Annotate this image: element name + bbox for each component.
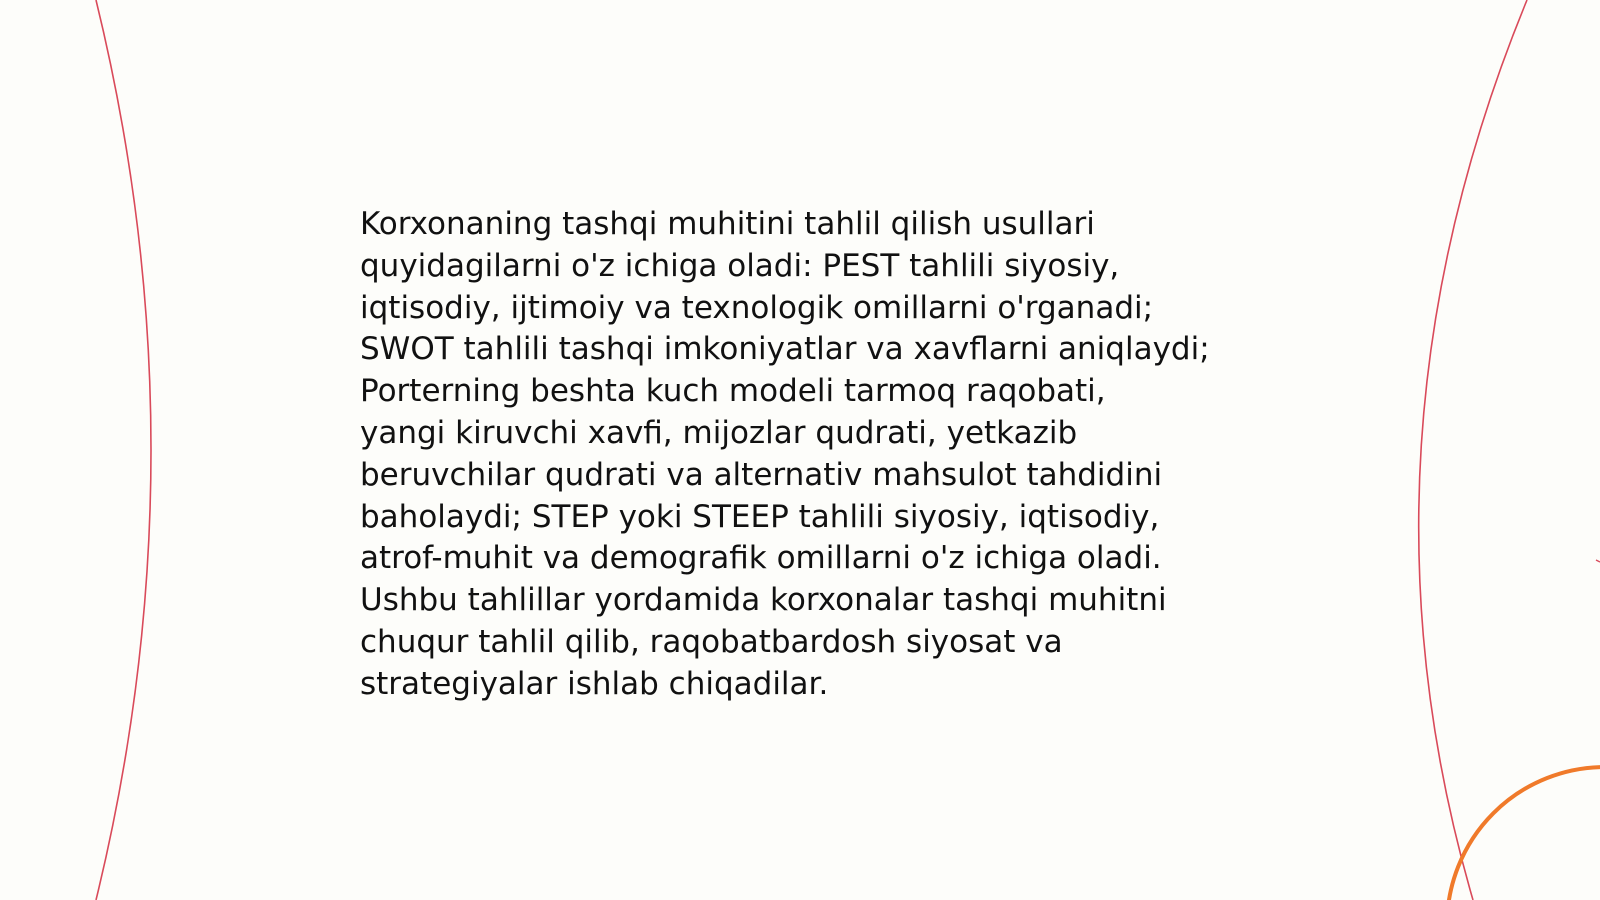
- text-line: beruvchilar qudrati va alternativ mahsulot tahdidini: [360, 456, 1163, 493]
- orange-arc: [1447, 767, 1600, 900]
- right-edge-tick: [1596, 560, 1600, 562]
- text-line: quyidagilarni o'z ichiga oladi: PEST tahlili siyosiy,: [360, 247, 1120, 284]
- slide-body-text: [360, 204, 1260, 706]
- text-line: strategiyalar ishlab chiqadilar.: [360, 665, 829, 702]
- text-line: baholaydi; STEP yoki STEEP tahlili siyosiy, iqtisodiy,: [360, 498, 1160, 535]
- text-line: yangi kiruvchi xavfi, mijozlar qudrati, yetkazib: [360, 414, 1078, 451]
- text-line: SWOT tahlili tashqi imkoniyatlar va xavflarni aniqlaydi;: [360, 331, 1210, 368]
- text-line: iqtisodiy, ijtimoiy va texnologik omillarni o'rganadi;: [360, 289, 1154, 326]
- left-curve-line: [96, 0, 151, 900]
- text-line: Ushbu tahlillar yordamida korxonalar tashqi muhitni: [360, 582, 1167, 619]
- right-curve-line: [1419, 0, 1527, 900]
- text-line: chuqur tahlil qilib, raqobatbardosh siyosat va: [360, 623, 1063, 660]
- text-line: Porterning beshta kuch modeli tarmoq raqobati,: [360, 373, 1106, 410]
- text-line: atrof-muhit va demografik omillarni o'z ichiga oladi.: [360, 540, 1162, 577]
- text-line: Korxonaning tashqi muhitini tahlil qilish usullari: [360, 206, 1095, 242]
